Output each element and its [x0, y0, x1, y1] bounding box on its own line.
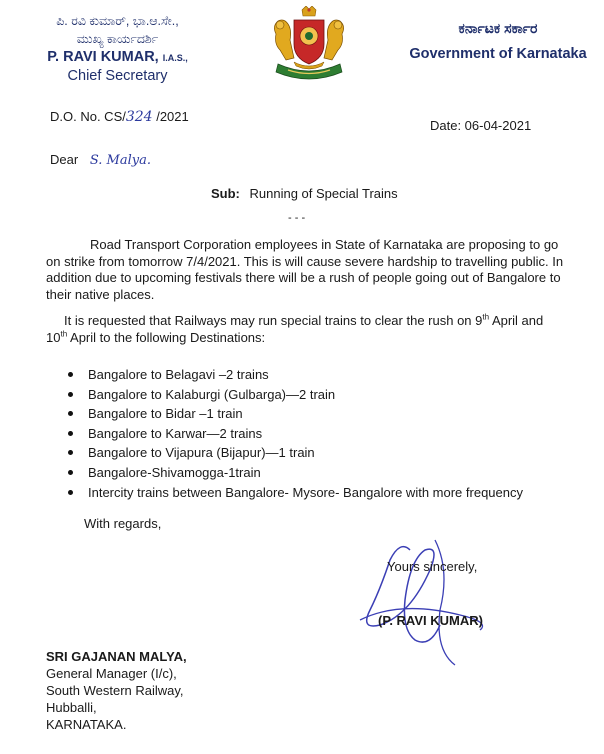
kannada-sender-title: ಮುಖ್ಯ ಕಾರ್ಯದರ್ಶಿ — [76, 32, 159, 46]
list-item — [66, 463, 523, 483]
bullet-icon — [68, 470, 73, 475]
list-item — [66, 365, 523, 385]
list-item — [66, 404, 523, 424]
addressee-line: South Western Railway, — [46, 683, 184, 698]
salutation — [50, 151, 151, 169]
salutation-dear: Dear — [50, 152, 79, 167]
list-item — [66, 483, 523, 503]
para2-part-c: April to the following Destinations: — [67, 329, 266, 345]
government-name: Government of Karnataka — [409, 46, 587, 62]
do-number-suffix: /2021 — [152, 109, 189, 124]
do-number-prefix: D.O. No. CS/ — [50, 109, 126, 124]
para2-sup-1: th — [482, 312, 490, 322]
body-paragraph-2 — [46, 313, 566, 346]
list-item-text: Intercity trains between Bangalore- Mysore- Bangalore with more frequency — [88, 484, 523, 500]
list-item-text: Bangalore to Bidar –1 train — [88, 406, 243, 422]
addressee-line: Hubballi, — [46, 700, 97, 715]
kannada-government: ಕರ್ನಾಟಕ ಸರ್ಕಾರ — [458, 20, 538, 36]
bullet-icon — [68, 431, 73, 436]
list-item-text: Bangalore-Shivamogga-1train — [88, 464, 261, 480]
list-item-text: Bangalore to Karwar—2 trains — [88, 425, 263, 441]
subject-separator: - - - — [288, 212, 306, 224]
do-number — [50, 108, 189, 126]
list-item — [66, 424, 523, 444]
body-paragraph-1: Road Transport Corporation employees in State of Karnataka are proposing to go on strike from tomorrow 7/4/2021. This is will cause severe hardship to travelling public. In addition due to upcoming festivals there will be a rush of people going out of Bangalore to their native places. — [46, 237, 564, 302]
list-item-text: Bangalore to Kalaburgi (Gulbarga)—2 train — [88, 386, 336, 402]
para2-part-a: It is requested that Railways may run special trains to clear the rush on 9 — [64, 313, 483, 328]
subject-line — [211, 185, 398, 202]
para2-part-b: April and 10 — [46, 313, 544, 345]
sender-name-text: P. RAVI KUMAR, — [47, 49, 159, 65]
state-emblem-icon — [264, 6, 354, 86]
list-item — [66, 385, 523, 405]
bullet-icon — [68, 392, 73, 397]
bullet-icon — [68, 411, 73, 416]
do-number-handwritten: 324 — [125, 109, 153, 125]
salutation-handwritten-name: S. Malya. — [89, 153, 151, 168]
signatory-name: (P. RAVI KUMAR) — [378, 613, 483, 628]
subject-text: Running of Special Trains — [249, 186, 398, 201]
sender-name-suffix: I.A.S., — [162, 53, 188, 63]
letter-date: Date: 06-04-2021 — [430, 118, 532, 133]
letterhead-right — [398, 18, 598, 66]
addressee-name: SRI GAJANAN MALYA, — [46, 649, 187, 664]
list-item-text: Bangalore to Belagavi –2 trains — [88, 367, 269, 382]
addressee-line: KARNATAKA. — [46, 717, 127, 732]
sender-name — [0, 48, 235, 67]
list-item-text: Bangalore to Vijapura (Bijapur)—1 train — [88, 445, 315, 461]
closing-sincerely: Yours sincerely, — [387, 559, 478, 574]
signature-icon — [340, 530, 500, 670]
bullet-icon — [68, 450, 73, 455]
sender-designation: Chief Secretary — [67, 68, 168, 84]
closing-regards: With regards, — [84, 516, 162, 531]
list-item — [66, 443, 523, 463]
addressee-block — [46, 648, 187, 733]
bullet-icon — [68, 372, 73, 377]
letter-body — [46, 237, 566, 346]
bullet-icon — [68, 490, 73, 495]
kannada-sender-name: ಪಿ. ರವಿ ಕುಮಾರ್, ಭಾ.ಆ.ಸೇ., — [56, 14, 179, 28]
para2-sup-2: th — [60, 329, 68, 339]
addressee-line: General Manager (I/c), — [46, 666, 177, 681]
destination-list — [66, 365, 523, 502]
letterhead-left — [0, 12, 235, 85]
subject-label: Sub: — [211, 186, 240, 201]
